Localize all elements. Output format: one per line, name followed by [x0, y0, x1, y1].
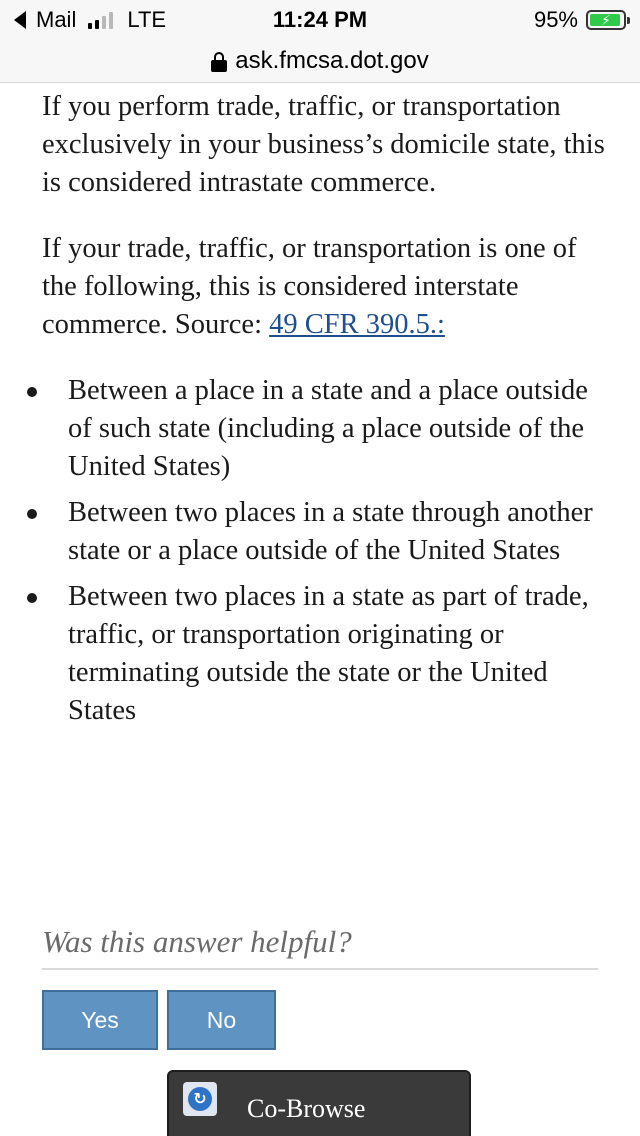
- status-right: [534, 6, 626, 34]
- charging-bolt-icon: ⚡: [601, 12, 611, 28]
- battery-icon: [586, 10, 626, 30]
- lock-icon: [211, 52, 227, 72]
- interstate-paragraph-text: If your trade, traffic, or transportation is one of the following, this is considered interstate commerce. Source:: [42, 233, 577, 340]
- list-item-text: Between two places in a state through another state or a place outside of the United States: [68, 497, 593, 566]
- bullet-icon: [27, 509, 37, 519]
- yes-button[interactable]: Yes: [42, 990, 158, 1050]
- cobrowse-button[interactable]: [167, 1070, 471, 1136]
- helpful-question: Was this answer helpful?: [42, 924, 598, 970]
- bullet-icon: [27, 387, 37, 397]
- battery-cap: [627, 17, 630, 24]
- url-bar[interactable]: [0, 40, 640, 83]
- no-button[interactable]: No: [167, 990, 276, 1050]
- article-content: [42, 88, 612, 738]
- bullet-icon: [27, 593, 37, 603]
- cobrowse-icon: ↻: [183, 1082, 217, 1116]
- intrastate-paragraph: If you perform trade, traffic, or transportation exclusively in your business’s domicile state, this is considered intrastate commerce.: [42, 91, 605, 198]
- cobrowse-label: Co-Browse: [247, 1094, 366, 1123]
- list-item-text: Between two places in a state as part of trade, traffic, or transportation originating or terminating outside the state or the United States: [68, 581, 589, 726]
- list-item: [36, 578, 596, 730]
- status-time: 11:24 PM: [272, 7, 368, 32]
- status-bar: [0, 0, 640, 40]
- cfr-source-link[interactable]: 49 CFR 390.5.:: [269, 309, 445, 340]
- battery-percent: 95%: [533, 7, 578, 32]
- url-domain[interactable]: ask.fmcsa.dot.gov: [235, 47, 429, 74]
- interstate-paragraph: [42, 230, 612, 344]
- interstate-criteria-list: [36, 372, 596, 730]
- list-item: [36, 372, 596, 486]
- back-app-label[interactable]: Mail: [36, 7, 77, 32]
- list-item: [36, 494, 596, 570]
- list-item-text: Between a place in a state and a place outside of such state (including a place outside of the United States): [68, 375, 588, 482]
- network-type: LTE: [127, 7, 167, 32]
